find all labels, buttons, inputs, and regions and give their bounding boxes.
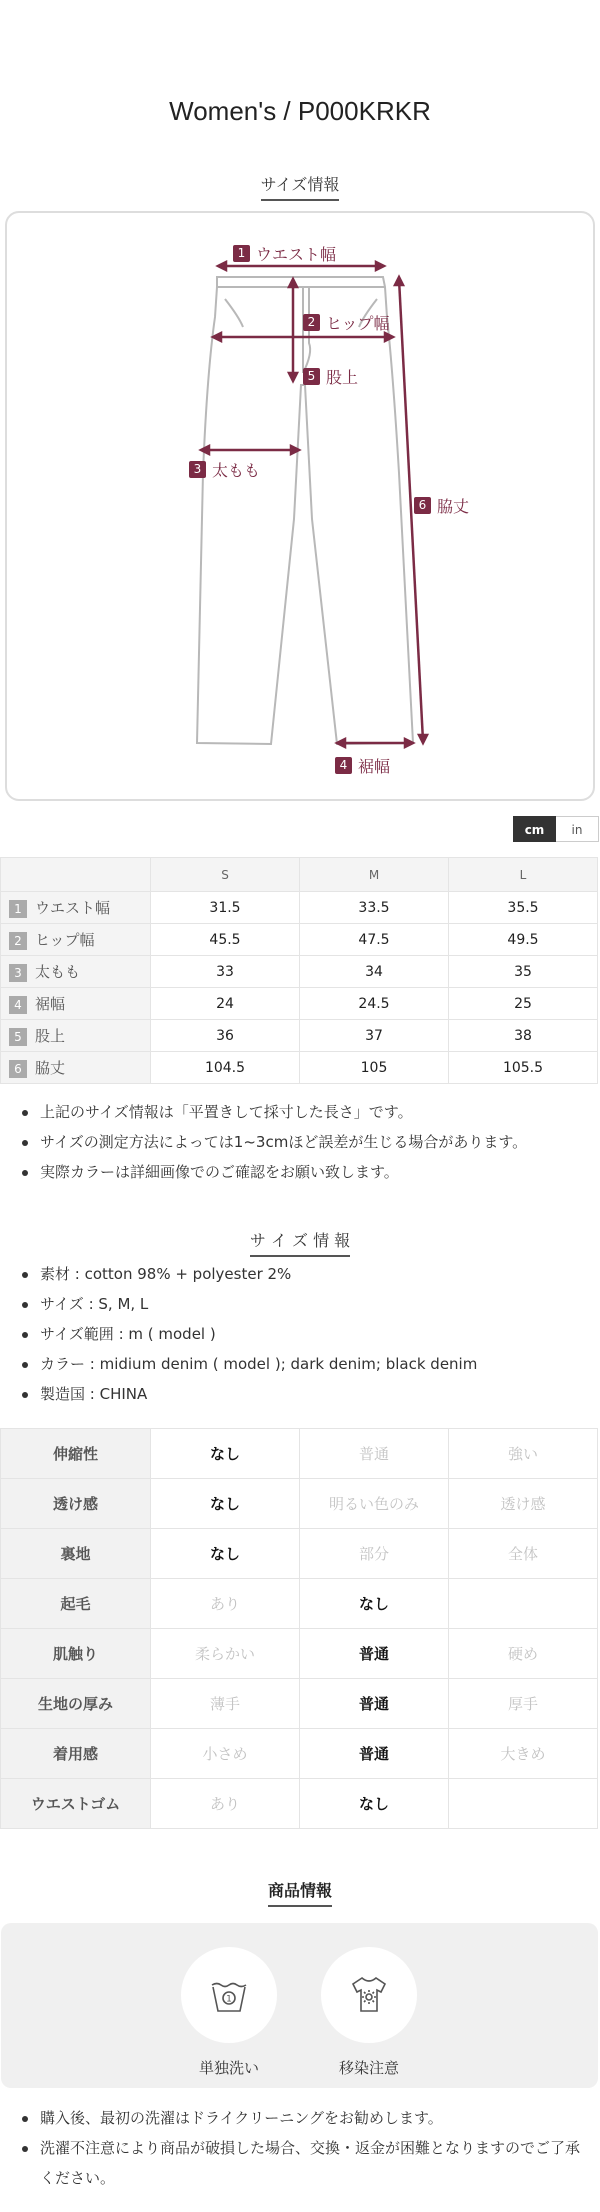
size-table <box>0 857 598 1084</box>
attribute-option: なし <box>151 1429 300 1479</box>
attribute-option: 全体 <box>449 1529 598 1579</box>
cell: 24 <box>151 988 300 1020</box>
table-row <box>1 956 598 988</box>
table-row <box>1 1020 598 1052</box>
attribute-option: 普通 <box>300 1679 449 1729</box>
care-label: 単独洗い <box>198 2059 259 2077</box>
header-size-m: M <box>300 858 449 892</box>
attribute-option: あり <box>151 1779 300 1829</box>
attribute-option: 小さめ <box>151 1729 300 1779</box>
list-item: 製造国 : CHINA <box>20 1379 590 1409</box>
care-item-color-transfer <box>319 1947 419 2078</box>
cell: 34 <box>300 956 449 988</box>
table-row <box>1 1052 598 1084</box>
attribute-option: なし <box>300 1779 449 1829</box>
table-row <box>1 988 598 1020</box>
row-label: 5 股上 <box>1 1020 151 1052</box>
attribute-label: 生地の厚み <box>1 1679 151 1729</box>
attribute-option: なし <box>151 1529 300 1579</box>
attribute-option: 普通 <box>300 1729 449 1779</box>
unit-cm-button[interactable]: cm <box>513 816 556 842</box>
care-info-box <box>1 1923 598 2088</box>
attribute-option: 強い <box>449 1429 598 1479</box>
size-notes-list <box>20 1097 590 1187</box>
attribute-option: 普通 <box>300 1429 449 1479</box>
table-row <box>1 924 598 956</box>
list-item: 洗濯不注意により商品が破損した場合、交換・返金が困難となりますのでご了承ください。 <box>20 2133 590 2193</box>
cell: 24.5 <box>300 988 449 1020</box>
label-outseam: 6 脇丈 <box>414 494 469 517</box>
cell: 45.5 <box>151 924 300 956</box>
cell: 36 <box>151 1020 300 1052</box>
list-item: 実際カラーは詳細画像でのご確認をお願い致します。 <box>20 1157 590 1187</box>
attribute-option: 明るい色のみ <box>300 1479 449 1529</box>
label-thigh: 3 太もも <box>189 458 260 481</box>
attribute-label: 裏地 <box>1 1529 151 1579</box>
list-item: 購入後、最初の洗濯はドライクリーニングをお勧めします。 <box>20 2103 590 2133</box>
care-icon-circle <box>321 1947 417 2043</box>
product-section-title: 商品情報 <box>268 1878 332 1907</box>
attribute-table <box>0 1428 598 1829</box>
color-transfer-shirt-icon <box>349 1973 389 2017</box>
care-icon-circle <box>181 1947 277 2043</box>
table-row <box>1 1629 598 1679</box>
list-item: サイズ範囲 : m ( model ) <box>20 1319 590 1349</box>
label-hip: 2 ヒップ幅 <box>303 311 390 334</box>
care-label: 移染注意 <box>338 2059 399 2077</box>
attribute-label: ウエストゴム <box>1 1779 151 1829</box>
cell: 31.5 <box>151 892 300 924</box>
table-row <box>1 1429 598 1479</box>
attribute-option: 部分 <box>300 1529 449 1579</box>
attribute-label: 着用感 <box>1 1729 151 1779</box>
attribute-option: 透け感 <box>449 1479 598 1529</box>
row-label: 2 ヒップ幅 <box>1 924 151 956</box>
list-item: サイズ : S, M, L <box>20 1289 590 1319</box>
cell: 105.5 <box>449 1052 598 1084</box>
row-label: 1 ウエスト幅 <box>1 892 151 924</box>
cell: 35.5 <box>449 892 598 924</box>
table-row <box>1 1529 598 1579</box>
attribute-label: 肌触り <box>1 1629 151 1679</box>
attribute-option <box>449 1779 598 1829</box>
pants-measurement-diagram <box>5 211 595 801</box>
attribute-option: 普通 <box>300 1629 449 1679</box>
header-size-l: L <box>449 858 598 892</box>
svg-text:1: 1 <box>226 1994 232 2005</box>
attribute-option <box>449 1579 598 1629</box>
table-row <box>1 892 598 924</box>
cell: 49.5 <box>449 924 598 956</box>
table-row <box>1 1729 598 1779</box>
table-row <box>1 1479 598 1529</box>
attribute-label: 透け感 <box>1 1479 151 1529</box>
cell: 25 <box>449 988 598 1020</box>
product-section-heading <box>0 1878 600 1907</box>
attribute-option: なし <box>300 1579 449 1629</box>
size-section-heading <box>0 172 600 201</box>
cell: 35 <box>449 956 598 988</box>
page-title: Women's / P000KRKR <box>169 96 431 126</box>
hand-wash-icon <box>209 1973 249 2017</box>
attribute-option: あり <box>151 1579 300 1629</box>
label-hem: 4 裾幅 <box>335 754 390 777</box>
size-table-header <box>1 858 598 892</box>
cell: 104.5 <box>151 1052 300 1084</box>
attribute-option: なし <box>151 1479 300 1529</box>
label-waist: 1 ウエスト幅 <box>233 242 336 265</box>
care-notes-list <box>20 2103 590 2193</box>
spec-list <box>20 1259 590 1409</box>
cell: 38 <box>449 1020 598 1052</box>
label-rise: 5 股上 <box>303 365 358 388</box>
spec-section-title: サ イ ズ 情 報 <box>250 1228 350 1257</box>
table-row <box>1 1679 598 1729</box>
attribute-option: 大きめ <box>449 1729 598 1779</box>
attribute-option: 柔らかい <box>151 1629 300 1679</box>
attribute-label: 伸縮性 <box>1 1429 151 1479</box>
cell: 33 <box>151 956 300 988</box>
spec-section-heading <box>0 1228 600 1257</box>
unit-in-button[interactable]: in <box>556 816 599 842</box>
table-row <box>1 1779 598 1829</box>
pants-outline-icon <box>7 213 597 803</box>
cell: 47.5 <box>300 924 449 956</box>
care-item-wash <box>179 1947 279 2078</box>
row-label: 6 脇丈 <box>1 1052 151 1084</box>
header-size-s: S <box>151 858 300 892</box>
header-blank <box>1 858 151 892</box>
attribute-option: 厚手 <box>449 1679 598 1729</box>
size-section-title: サイズ情報 <box>261 172 340 201</box>
attribute-option: 硬め <box>449 1629 598 1679</box>
cell: 37 <box>300 1020 449 1052</box>
unit-toggle <box>513 816 599 842</box>
row-label: 3 太もも <box>1 956 151 988</box>
table-row <box>1 1579 598 1629</box>
attribute-label: 起毛 <box>1 1579 151 1629</box>
list-item: サイズの測定方法によっては1~3cmほど誤差が生じる場合があります。 <box>20 1127 590 1157</box>
list-item: 素材 : cotton 98% + polyester 2% <box>20 1259 590 1289</box>
list-item: 上記のサイズ情報は「平置きして採寸した長さ」です。 <box>20 1097 590 1127</box>
attribute-option: 薄手 <box>151 1679 300 1729</box>
row-label: 4 裾幅 <box>1 988 151 1020</box>
cell: 105 <box>300 1052 449 1084</box>
cell: 33.5 <box>300 892 449 924</box>
list-item: カラー : midium denim ( model ); dark denim; black denim <box>20 1349 590 1379</box>
